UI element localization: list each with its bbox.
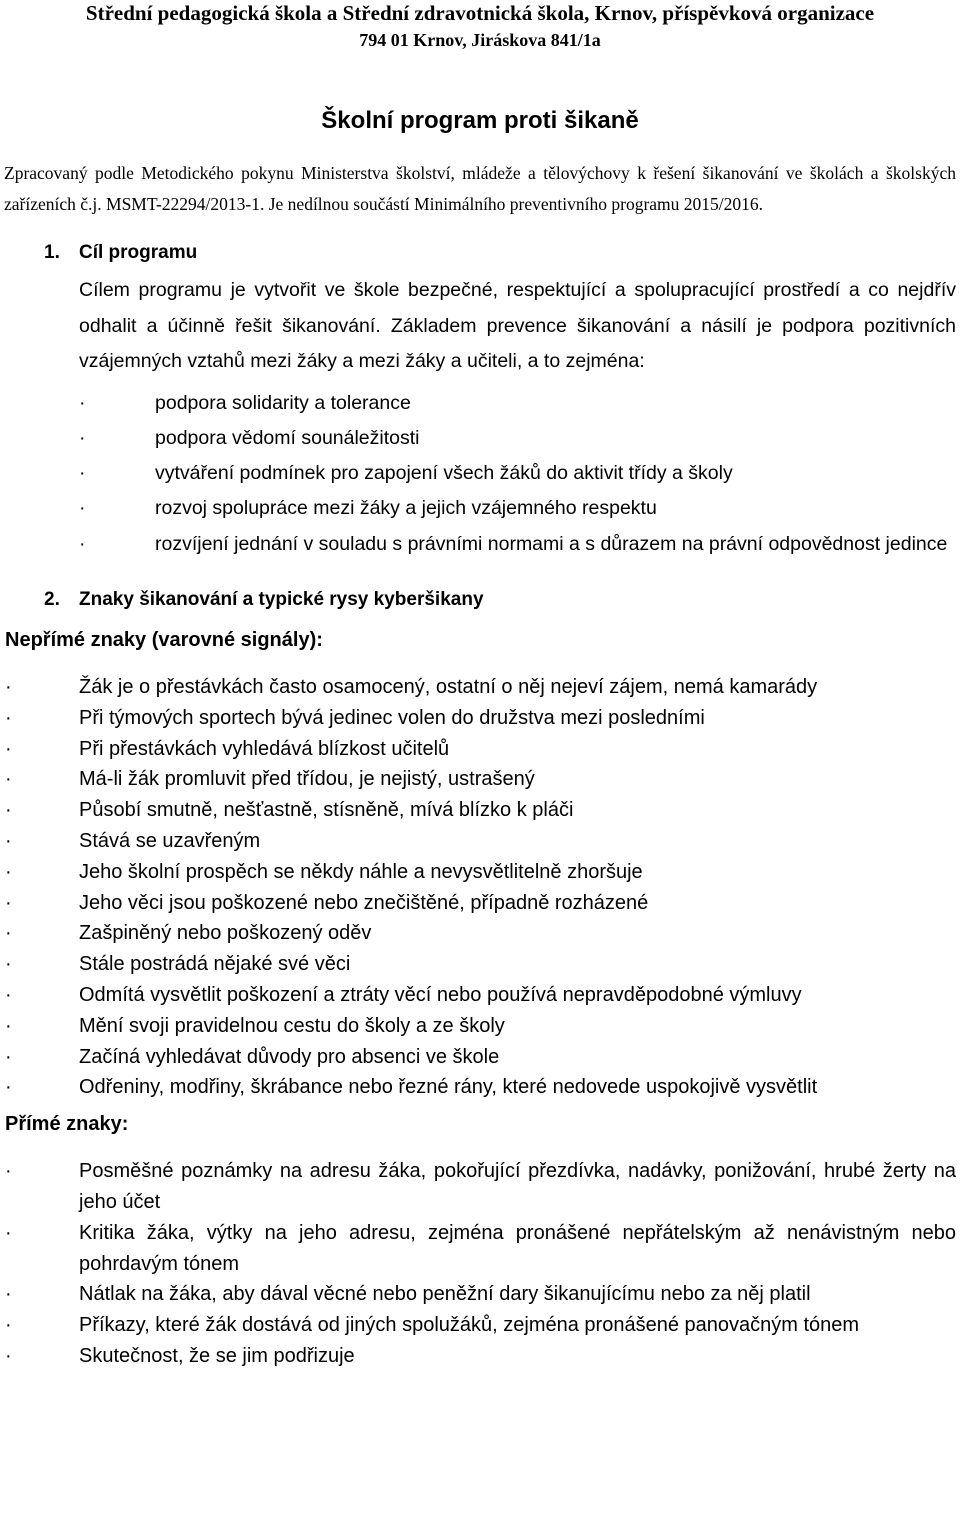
list-item — [5, 857, 956, 888]
bullet-icon: · — [5, 860, 12, 883]
direct-signs-block — [0, 1109, 960, 1372]
bullet-icon: · — [5, 922, 12, 945]
list-item — [5, 1156, 956, 1218]
document-header — [0, 0, 960, 54]
bullet-icon: · — [79, 532, 86, 555]
bullet-icon: · — [5, 1076, 12, 1099]
bullet-icon: · — [5, 983, 12, 1006]
list-item — [79, 386, 956, 421]
section-1-number: 1. — [44, 242, 60, 263]
intro-paragraph: Zpracovaný podle Metodického pokynu Ministerstva školství, mládeže a tělovýchovy k řešení šikanování ve školách a školských zařízeních č.j. MSMT-22294/2013-1. Je nedílnou součástí Minimálního preventivního programu 2015/2016. — [4, 163, 956, 214]
list-item — [79, 421, 956, 456]
list-item — [5, 980, 956, 1011]
goals-list — [79, 386, 956, 562]
bullet-icon: · — [79, 462, 86, 485]
list-item — [5, 764, 956, 795]
list-item-text: Jeho věci jsou poškozené nebo znečištěné, případně rozházené — [79, 891, 649, 914]
bullet-icon: · — [5, 737, 12, 760]
list-item — [79, 456, 956, 491]
list-item — [5, 949, 956, 980]
document-title: Školní program proti šikaně — [321, 107, 639, 134]
list-item-text: Příkazy, které žák dostává od jiných spolužáků, zejména pronášené panovačným tónem — [79, 1314, 860, 1337]
list-item-text: Začíná vyhledávat důvody pro absenci ve škole — [79, 1045, 500, 1068]
list-item-text: Odmítá vysvětlit poškození a ztráty věcí nebo používá nepravděpodobné výmluvy — [79, 983, 802, 1006]
section-1-paragraph: Cílem programu je vytvořit ve škole bezpečné, respektující a spolupracující prostředí a co nejdřív odhalit a účinně řešit šikanování. Základem prevence šikanování a násilí je podpora pozitivních vzájemných vztahů mezi žáky a mezi žáky a učiteli, a to zejména: — [79, 279, 956, 372]
list-item-text: Působí smutně, nešťastně, stísněně, mívá blízko k pláči — [79, 799, 574, 822]
list-item — [5, 918, 956, 949]
section-1 — [44, 237, 956, 562]
list-item-text: Odřeniny, modřiny, škrábance nebo řezné rány, které nedovede uspokojivě vysvětlit — [79, 1076, 818, 1099]
list-item — [5, 703, 956, 734]
indirect-signs-heading: Nepřímé znaky (varovné signály): — [5, 628, 323, 651]
section-1-title: Cíl programu — [79, 242, 198, 263]
bullet-icon: · — [5, 1160, 12, 1183]
list-item — [5, 1072, 956, 1103]
bullet-icon: · — [79, 391, 86, 414]
list-item-text: vytváření podmínek pro zapojení všech žáků do aktivit třídy a školy — [155, 462, 733, 485]
bullet-icon: · — [5, 1045, 12, 1068]
list-item — [5, 734, 956, 765]
list-item-text: Žák je o přestávkách často osamocený, ostatní o něj nejeví zájem, nemá kamarády — [79, 675, 818, 698]
bullet-icon: · — [5, 675, 12, 698]
bullet-icon: · — [5, 706, 12, 729]
bullet-icon: · — [79, 426, 86, 449]
school-address: 794 01 Krnov, Jiráskova 841/1a — [359, 30, 601, 50]
list-item — [5, 1310, 956, 1341]
list-item — [5, 1341, 956, 1372]
list-item-text: Skutečnost, že se jim podřizuje — [79, 1344, 355, 1367]
direct-signs-heading: Přímé znaky: — [5, 1113, 129, 1136]
list-item — [5, 1042, 956, 1073]
bullet-icon: · — [5, 1344, 12, 1367]
list-item-text: podpora solidarity a tolerance — [155, 391, 411, 414]
list-item-text: Posměšné poznámky na adresu žáka, pokořující přezdívka, nadávky, ponižování, hrubé žerty na jeho účet — [79, 1160, 956, 1213]
section-2-heading — [44, 584, 960, 615]
bullet-icon: · — [5, 953, 12, 976]
indirect-signs-list — [5, 672, 956, 1103]
list-item-text: Při týmových sportech bývá jedinec volen do družstva mezi posledními — [79, 706, 705, 729]
list-item — [5, 888, 956, 919]
section-2 — [44, 584, 960, 615]
list-item-text: Mění svoji pravidelnou cestu do školy a ze školy — [79, 1014, 505, 1037]
list-item-text: Nátlak na žáka, aby dával věcné nebo peněžní dary šikanujícímu nebo za něj platil — [79, 1283, 811, 1306]
bullet-icon: · — [5, 1014, 12, 1037]
indirect-signs-block — [0, 625, 960, 1103]
list-item-text: Stává se uzavřeným — [79, 829, 261, 852]
list-item-text: Zašpiněný nebo poškozený oděv — [79, 922, 372, 945]
school-name: Střední pedagogická škola a Střední zdravotnická škola, Krnov, příspěvková organizace — [85, 1, 875, 25]
list-item-text: Stále postrádá nějaké své věci — [79, 953, 351, 976]
list-item — [5, 826, 956, 857]
bullet-icon: · — [5, 1314, 12, 1337]
list-item-text: Kritika žáka, výtky na jeho adresu, zejména pronášené nepřátelským až nenávistným nebo pohrdavým tónem — [79, 1221, 956, 1275]
bullet-icon: · — [5, 1283, 12, 1306]
bullet-icon: · — [5, 891, 12, 914]
bullet-icon: · — [5, 1221, 12, 1244]
list-item-text: rozvoj spolupráce mezi žáky a jejich vzájemného respektu — [155, 497, 657, 520]
list-item — [5, 795, 956, 826]
list-item-text: Má-li žák promluvit před třídou, je nejistý, ustrašený — [79, 768, 535, 791]
section-2-title: Znaky šikanování a typické rysy kyberšikany — [79, 588, 484, 610]
list-item-text: Při přestávkách vyhledává blízkost učitelů — [79, 737, 450, 760]
list-item-text: rozvíjení jednání v souladu s právními normami a s důrazem na právní odpovědnost jedince — [155, 532, 948, 555]
list-item — [5, 1218, 956, 1280]
direct-signs-list — [5, 1156, 956, 1372]
bullet-icon: · — [5, 768, 12, 791]
bullet-icon: · — [5, 799, 12, 822]
list-item — [5, 1279, 956, 1310]
bullet-icon: · — [5, 829, 12, 852]
list-item-text: Jeho školní prospěch se někdy náhle a nevysvětlitelně zhoršuje — [79, 860, 643, 883]
list-item — [5, 672, 956, 703]
list-item — [5, 1011, 956, 1042]
list-item-text: podpora vědomí sounáležitosti — [155, 426, 420, 449]
section-1-heading — [44, 237, 956, 268]
list-item — [79, 491, 956, 526]
section-2-number: 2. — [44, 588, 60, 610]
list-item — [79, 527, 956, 562]
bullet-icon: · — [79, 497, 86, 520]
